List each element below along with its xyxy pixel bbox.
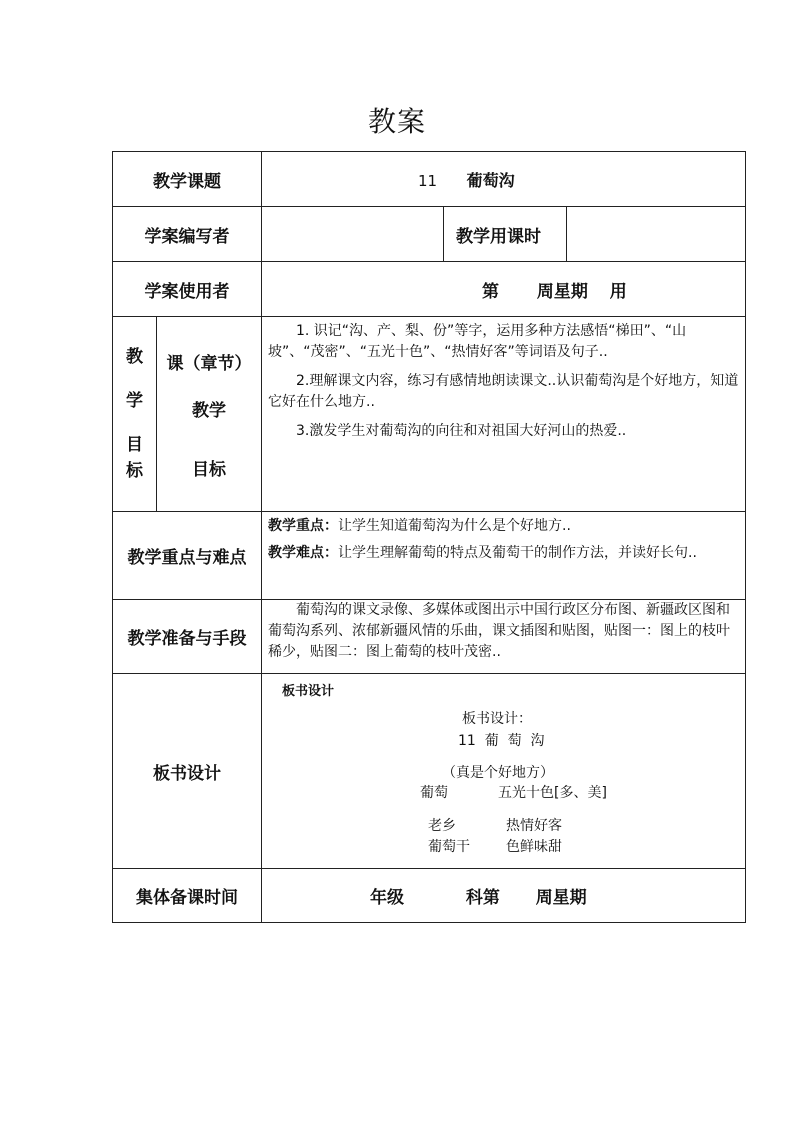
row-user: [113, 262, 746, 317]
topic-title: 葡萄沟: [466, 170, 515, 190]
collective-subject: 科第: [465, 888, 500, 908]
goals-content: [262, 317, 746, 512]
board-left-3: 葡萄干: [428, 839, 470, 855]
key-points-content: [262, 512, 746, 600]
key-point-text: 让学生知道葡萄沟为什么是个好地方..: [338, 518, 571, 534]
board-label: 板书设计: [113, 674, 262, 869]
goals-vertical-char: 标: [126, 461, 143, 481]
row-preparation: [113, 600, 746, 674]
topic-number: 11: [418, 171, 438, 190]
goals-vertical-char: 目: [126, 435, 143, 455]
board-lesson: 11 葡 萄 沟: [458, 733, 545, 749]
topic-label: 教学课题: [113, 152, 262, 207]
goal-item: 1. 识记“沟、产、梨、份”等字，运用多种方法感悟“梯田”、“山坡”、“茂密”、“五光十色”、“热情好客”等词语及句子..: [268, 323, 687, 360]
topic-value-cell: [262, 152, 746, 207]
board-inner-title: 板书设计: [282, 684, 335, 699]
collective-grade: 年级: [370, 888, 404, 908]
board-right-1: 五光十色[多、美]: [498, 785, 607, 801]
row-writer: [113, 207, 746, 262]
row-goals: [113, 317, 746, 512]
period-value: [567, 207, 746, 262]
board-left-2: 老乡: [428, 818, 456, 834]
goals-sub-label-2: 教学: [192, 400, 226, 421]
user-value-cell: [262, 262, 746, 317]
writer-label: 学案编写者: [113, 207, 262, 262]
user-week: 第: [482, 281, 499, 302]
period-label: 教学用课时: [444, 207, 567, 262]
board-left-1: 葡萄: [420, 785, 448, 801]
key-points-label: 教学重点与难点: [113, 512, 262, 600]
goals-vertical-char: 学: [126, 391, 143, 411]
user-weekday: 周星期: [536, 281, 588, 302]
row-board: [113, 674, 746, 869]
writer-value: [262, 207, 444, 262]
lesson-plan-table: [112, 151, 746, 923]
board-right-2: 热情好客: [506, 818, 562, 834]
difficult-point-text: 让学生理解葡萄的特点及葡萄干的制作方法，并读好长句..: [338, 545, 697, 561]
preparation-label: 教学准备与手段: [113, 600, 262, 674]
goals-sub-label-3: 目标: [192, 459, 226, 480]
goals-vertical-char: 教: [126, 347, 143, 367]
difficult-point-label: 教学难点：: [268, 545, 338, 561]
goals-vertical-label: [113, 317, 157, 512]
goals-sub-label-1: 课（章节）: [166, 353, 252, 374]
row-key-points: [113, 512, 746, 600]
key-point-label: 教学重点：: [268, 518, 338, 534]
board-content: [262, 674, 746, 869]
board-theme: （真是个好地方）: [442, 765, 554, 781]
collective-content: [262, 869, 746, 923]
user-use: 用: [609, 281, 627, 302]
goals-sub-label: [157, 317, 262, 512]
row-collective: [113, 869, 746, 923]
collective-weekday: 周星期: [535, 888, 587, 908]
goal-item: 3.激发学生对葡萄沟的向往和对祖国大好河山的热爱..: [296, 423, 627, 439]
user-label: 学案使用者: [113, 262, 262, 317]
goal-item: 2.理解课文内容，练习有感情地朗读课文..认识葡萄沟是个好地方，知道它好在什么地方..: [268, 373, 739, 410]
preparation-text: 葡萄沟的课文录像、多媒体或图出示中国行政区分布图、新疆政区图和葡萄沟系列、浓郁新疆风情的乐曲，课文插图和贴图，贴图一：图上的枝叶稀少，贴图二：图上葡萄的枝叶茂密..: [268, 602, 730, 660]
row-topic: [113, 152, 746, 207]
board-right-3: 色鲜味甜: [506, 839, 562, 855]
collective-label: 集体备课时间: [113, 869, 262, 923]
board-heading: 板书设计：: [462, 711, 532, 727]
page-title: 教案: [367, 105, 426, 138]
preparation-content: [262, 600, 746, 674]
